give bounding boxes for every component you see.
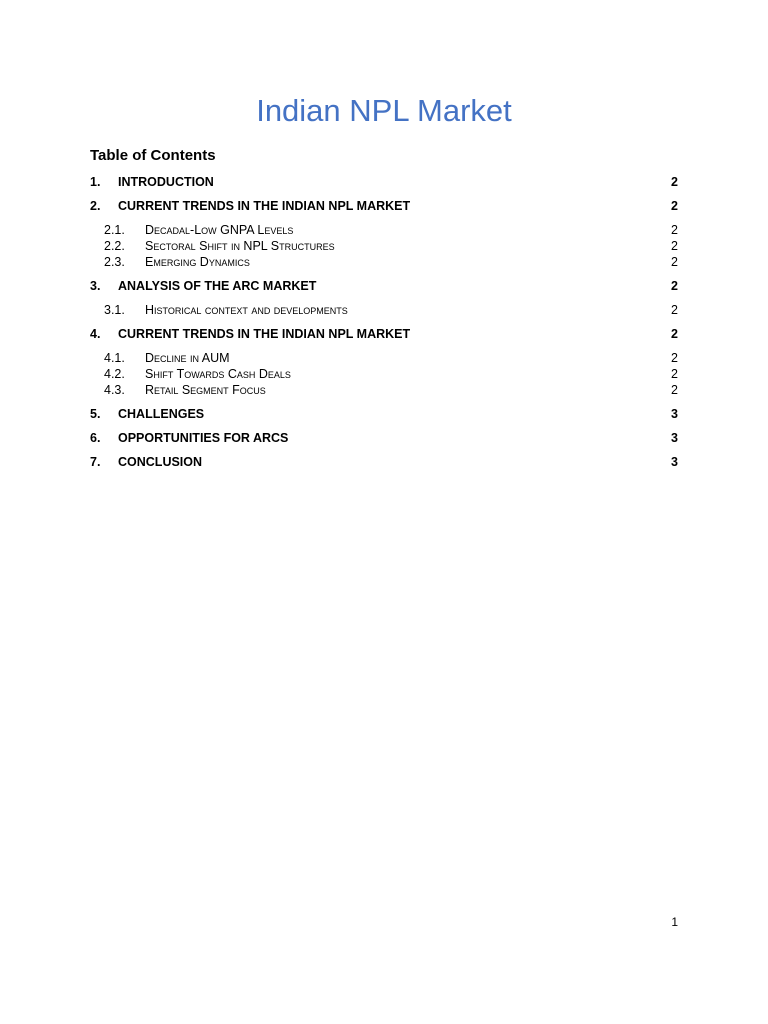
toc-entry-challenges[interactable] (90, 406, 678, 422)
toc-entry-page: 2 (671, 303, 678, 317)
toc-entry-text: OPPORTUNITIES FOR ARCS (118, 431, 289, 445)
toc-entry-text: Sectoral Shift in NPL Structures (145, 239, 335, 253)
toc-entry-introduction[interactable] (90, 174, 678, 190)
toc-entry-text: Emerging Dynamics (145, 255, 250, 269)
toc-entry-conclusion[interactable] (90, 454, 678, 470)
toc-entry-sectoral-shift[interactable] (90, 238, 678, 254)
toc-entry-page: 2 (671, 279, 678, 293)
toc-entry-opportunities[interactable] (90, 430, 678, 446)
page-number: 1 (671, 915, 678, 929)
toc-entry-decline-in-aum[interactable] (90, 350, 678, 366)
toc-entry-text: Decadal-Low GNPA Levels (145, 223, 294, 237)
document-title: Indian NPL Market (256, 93, 512, 128)
toc-entry-number: 4.1. (104, 351, 125, 365)
toc-entry-number: 3. (90, 279, 101, 293)
toc-entry-text: Historical context and developments (145, 303, 348, 317)
toc-entry-text: Decline in AUM (145, 351, 230, 365)
toc-entry-number: 2.3. (104, 255, 125, 269)
toc-entry-arc-market[interactable] (90, 278, 678, 294)
toc-entry-page: 2 (671, 239, 678, 253)
toc-entry-page: 2 (671, 223, 678, 237)
toc-entry-text: CURRENT TRENDS IN THE INDIAN NPL MARKET (118, 199, 411, 213)
toc-entry-number: 4. (90, 327, 101, 341)
toc-entry-text: CHALLENGES (118, 407, 205, 421)
toc-entry-page: 2 (671, 367, 678, 381)
toc-entry-current-trends[interactable] (90, 198, 678, 214)
toc-entry-number: 4.2. (104, 367, 125, 381)
toc-entry-number: 3.1. (104, 303, 125, 317)
toc-heading: Table of Contents (90, 147, 216, 164)
toc-entry-text: CURRENT TRENDS IN THE INDIAN NPL MARKET (118, 327, 411, 341)
toc-entry-number: 4.3. (104, 383, 125, 397)
toc-entry-number: 2.2. (104, 239, 125, 253)
toc-entry-current-trends-2[interactable] (90, 326, 678, 342)
toc-entry-text: CONCLUSION (118, 455, 203, 469)
toc-entry-page: 2 (671, 199, 678, 213)
toc-entry-text: INTRODUCTION (118, 175, 214, 189)
toc-entry-text: ANALYSIS OF THE ARC MARKET (118, 279, 317, 293)
toc-entry-page: 2 (671, 351, 678, 365)
toc-entry-decadal-low-gnpa[interactable] (90, 222, 678, 238)
toc-entry-number: 2.1. (104, 223, 125, 237)
toc-entry-page: 3 (671, 455, 678, 469)
toc-entry-number: 7. (90, 455, 101, 469)
toc-entry-number: 6. (90, 431, 101, 445)
toc-entry-number: 2. (90, 199, 101, 213)
toc-entry-emerging-dynamics[interactable] (90, 254, 678, 270)
toc-entry-text: Shift Towards Cash Deals (145, 367, 291, 381)
toc-entry-page: 2 (671, 327, 678, 341)
table-of-contents (90, 172, 678, 470)
toc-entry-historical-context[interactable] (90, 302, 678, 318)
toc-entry-text: Retail Segment Focus (145, 383, 266, 397)
toc-entry-number: 5. (90, 407, 101, 421)
toc-entry-page: 3 (671, 407, 678, 421)
toc-entry-cash-deals[interactable] (90, 366, 678, 382)
toc-entry-retail-segment[interactable] (90, 382, 678, 398)
toc-entry-page: 2 (671, 255, 678, 269)
toc-entry-number: 1. (90, 175, 101, 189)
toc-entry-page: 2 (671, 383, 678, 397)
toc-entry-page: 3 (671, 431, 678, 445)
toc-entry-page: 2 (671, 175, 678, 189)
